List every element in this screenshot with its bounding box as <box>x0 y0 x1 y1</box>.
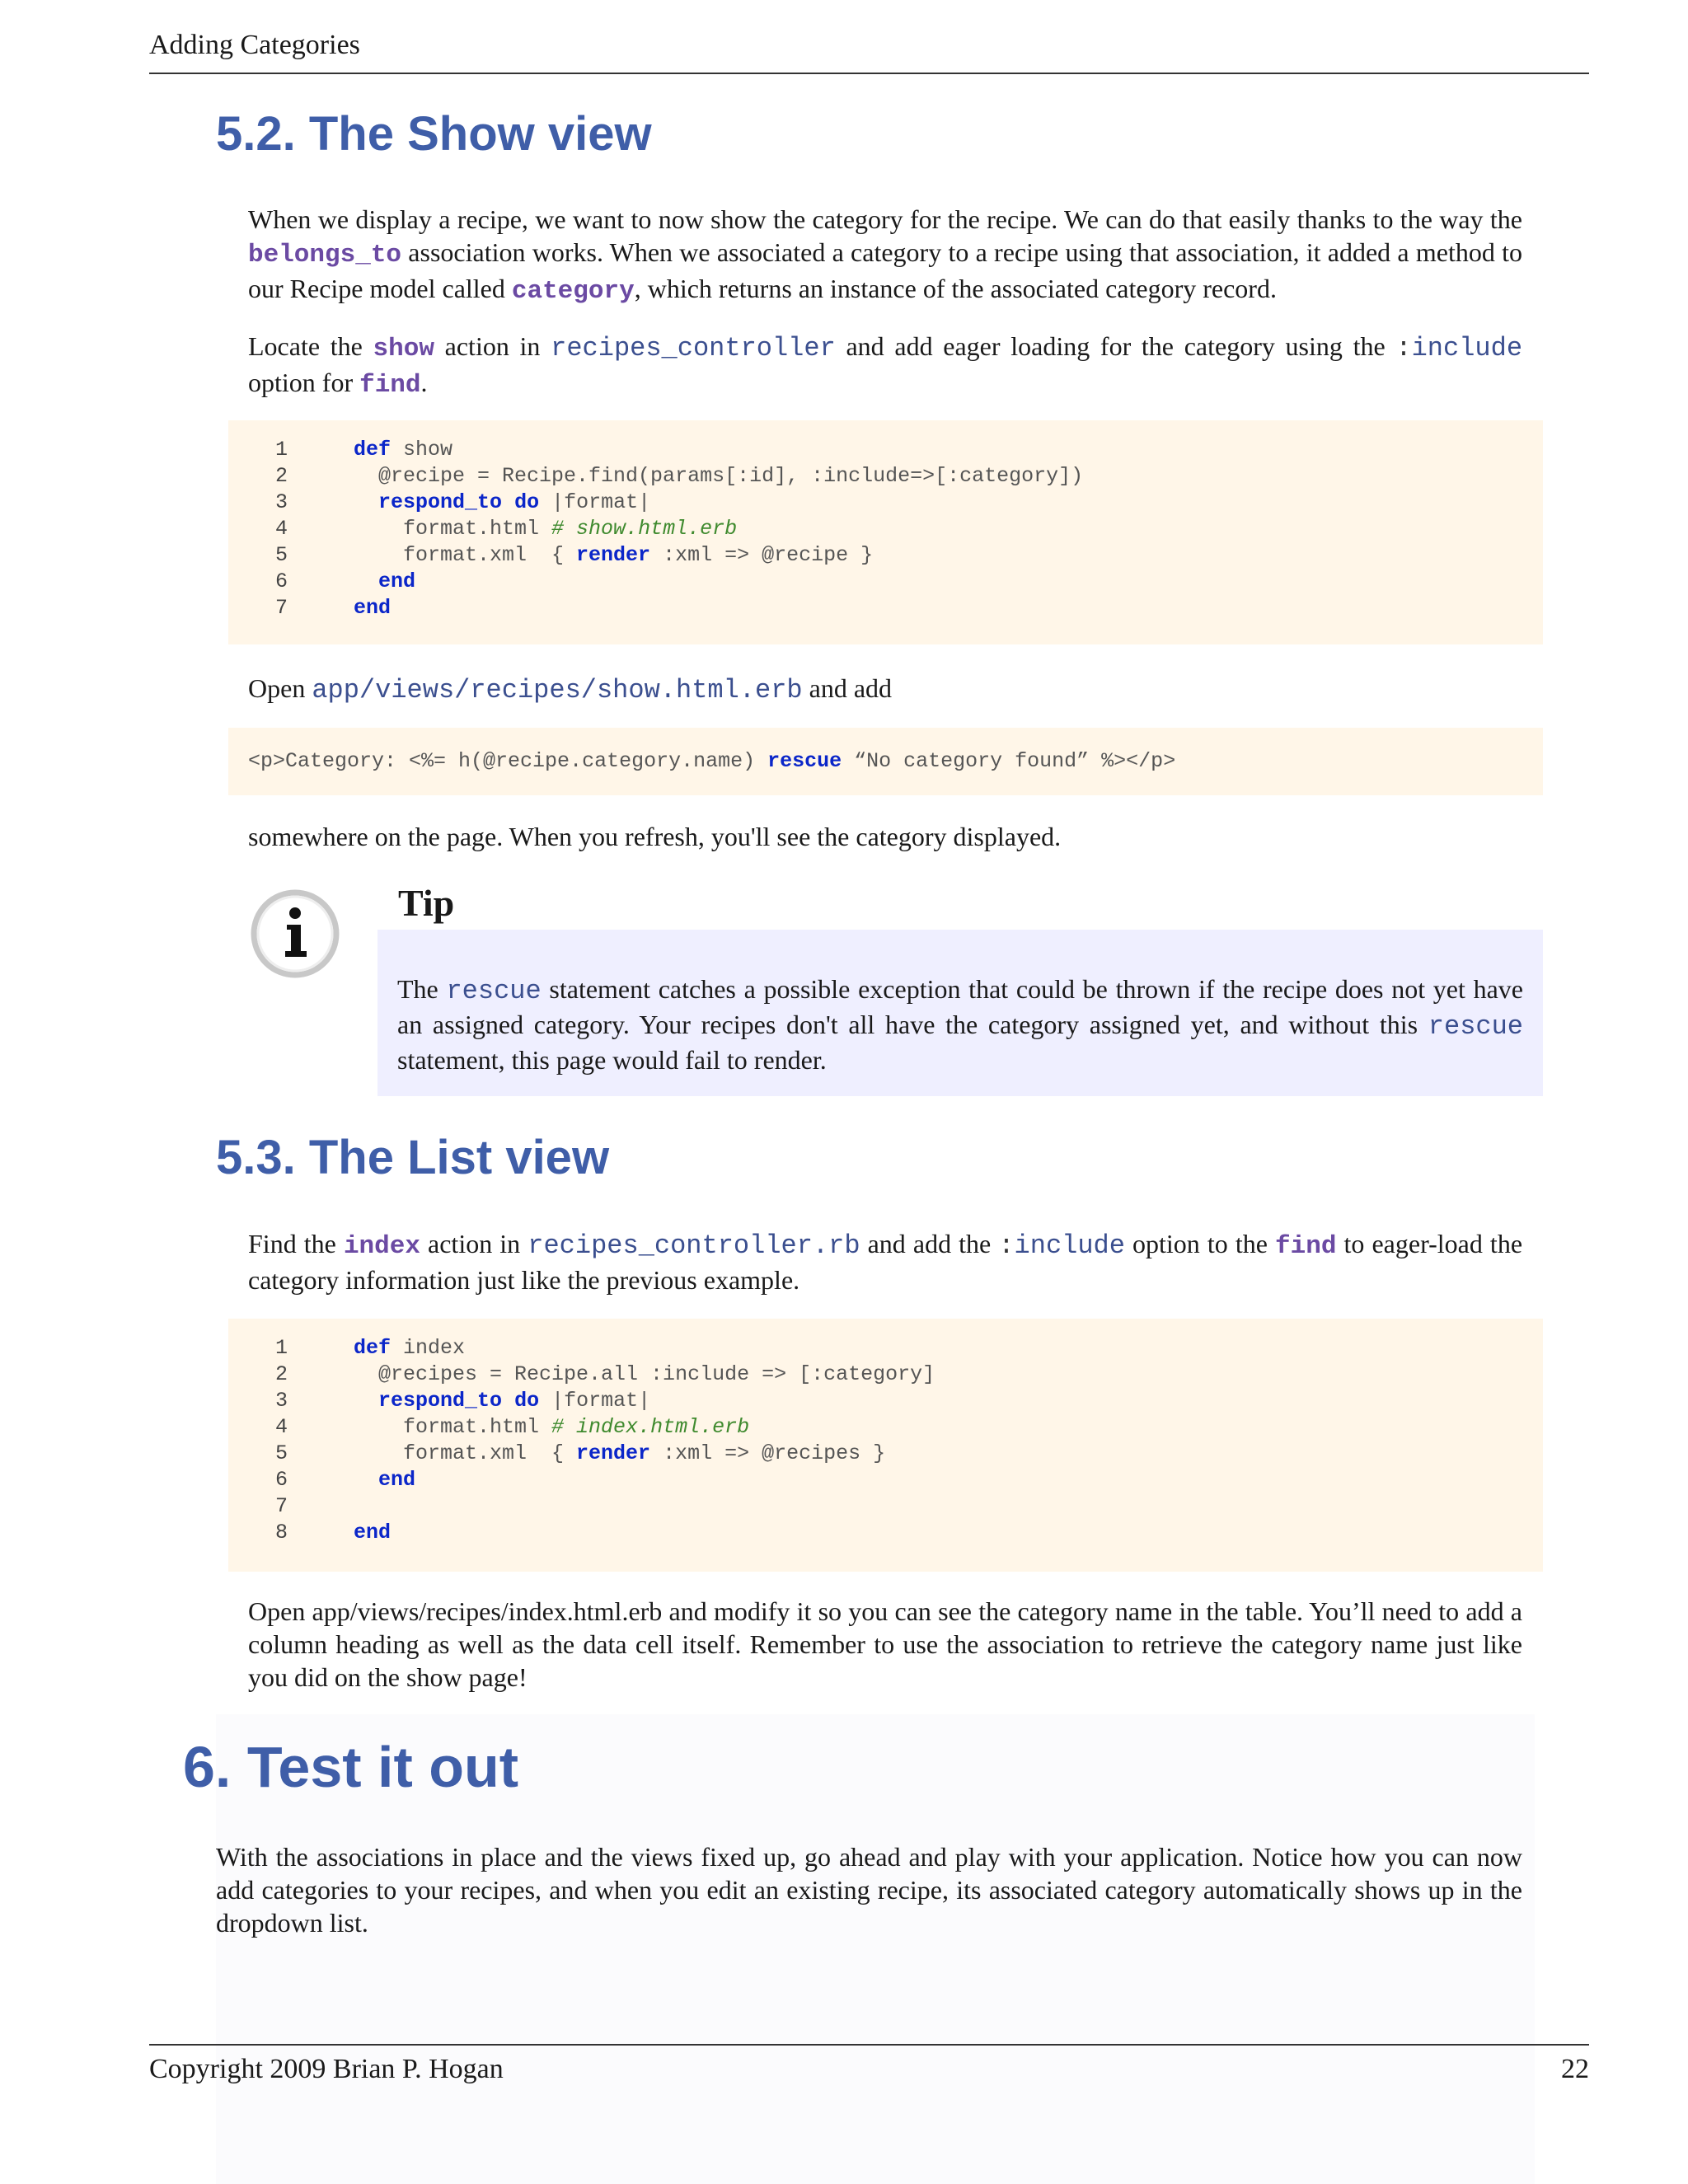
running-header-title: Adding Categories <box>149 30 360 60</box>
page-footer <box>149 2044 1589 2087</box>
code-line: 3 respond_to do |format| <box>275 490 651 514</box>
filename-literal: recipes_controller <box>551 333 836 363</box>
filename-literal: recipes_controller.rb <box>528 1230 860 1261</box>
tip-box <box>377 930 1543 1096</box>
code-line: 1 def show <box>275 438 453 462</box>
code-line: 4 format.html # show.html.erb <box>275 517 738 541</box>
page-number: 22 <box>1561 2054 1589 2084</box>
code-line: 8 end <box>275 1521 392 1544</box>
code-block-index <box>228 1319 1543 1572</box>
paragraph-locate-show: Locate the show action in recipes_controller and add eager loading for the category using the :include option for find. <box>248 331 1523 400</box>
code-line: 7 end <box>275 596 392 620</box>
tip-title: Tip <box>398 882 455 924</box>
code-term: find <box>1275 1232 1337 1261</box>
code-line: 4 format.html # index.html.erb <box>275 1415 750 1439</box>
paragraph-belongs-to: When we display a recipe, we want to now show the category for the recipe. We can do that easily thanks to the way the belongs_to association works. When we associated a category to a recipe using that association, it added a method to our Recipe model called category, which returns an instance of the associated category record. <box>248 204 1522 306</box>
section-heading-6: 6. Test it out <box>183 1735 519 1799</box>
code-line: 2 @recipe = Recipe.find(params[:id], :include=>[:category]) <box>275 464 1084 488</box>
paragraph-open-show: Open app/views/recipes/show.html.erb and add <box>248 673 893 705</box>
code-term: category <box>511 277 635 306</box>
code-line: 2 @recipes = Recipe.all :include => [:category] <box>275 1362 935 1386</box>
option-literal: include <box>1014 1230 1125 1261</box>
code-term: index <box>343 1232 420 1261</box>
paragraph-find-index: Find the index action in recipes_controller.rb and add the :include option to the find to eager-load the category information just like the previous example. <box>248 1229 1523 1295</box>
code-line: <p>Category: <%= h(@recipe.category.name) rescue “No category found” %></p> <box>248 749 1176 773</box>
code-term: find <box>359 371 421 400</box>
filename-literal: app/views/recipes/show.html.erb <box>312 675 803 705</box>
section-heading-5-3: 5.3. The List view <box>216 1131 610 1184</box>
paragraph-test-it-out: With the associations in place and the views fixed up, go ahead and play with your application. Notice how you can now add categories to your recipes, and when you edit an existing recipe, its associated category automatically shows up in the dropdown list. <box>216 1842 1522 1938</box>
code-line: 7 <box>275 1494 288 1518</box>
page-header <box>149 30 1589 74</box>
tip-text: The rescue statement catches a possible exception that could be thrown if the recipe does not yet have an assigned category. Your recipes don't all have the category assigned yet, and without this rescue statement, this page would fail to render. <box>397 974 1524 1075</box>
option-literal: include <box>1411 333 1523 363</box>
code-block-show <box>228 420 1543 644</box>
code-line: 6 end <box>275 569 416 593</box>
paragraph-somewhere: somewhere on the page. When you refresh, you'll see the category displayed. <box>248 822 1062 851</box>
code-line: 5 format.xml { render :xml => @recipe } <box>275 543 874 567</box>
code-literal: rescue <box>1428 1011 1523 1042</box>
code-line: 1 def index <box>275 1336 466 1360</box>
code-line: 6 end <box>275 1468 416 1492</box>
code-line: 3 respond_to do |format| <box>275 1389 651 1413</box>
section-heading-5-2: 5.2. The Show view <box>216 107 652 161</box>
code-block-category-line <box>228 728 1543 795</box>
info-icon <box>249 888 341 980</box>
code-line: 5 format.xml { render :xml => @recipes } <box>275 1441 886 1465</box>
copyright-text: Copyright 2009 Brian P. Hogan <box>149 2054 504 2084</box>
paragraph-open-index: Open app/views/recipes/index.html.erb and modify it so you can see the category name in the table. You’ll need to add a column heading as well as the data cell itself. Remember to use the association to retrieve the category name just like you did on the show page! <box>248 1596 1522 1692</box>
code-literal: rescue <box>446 976 542 1006</box>
code-term: show <box>373 335 434 363</box>
code-term: belongs_to <box>248 241 402 269</box>
